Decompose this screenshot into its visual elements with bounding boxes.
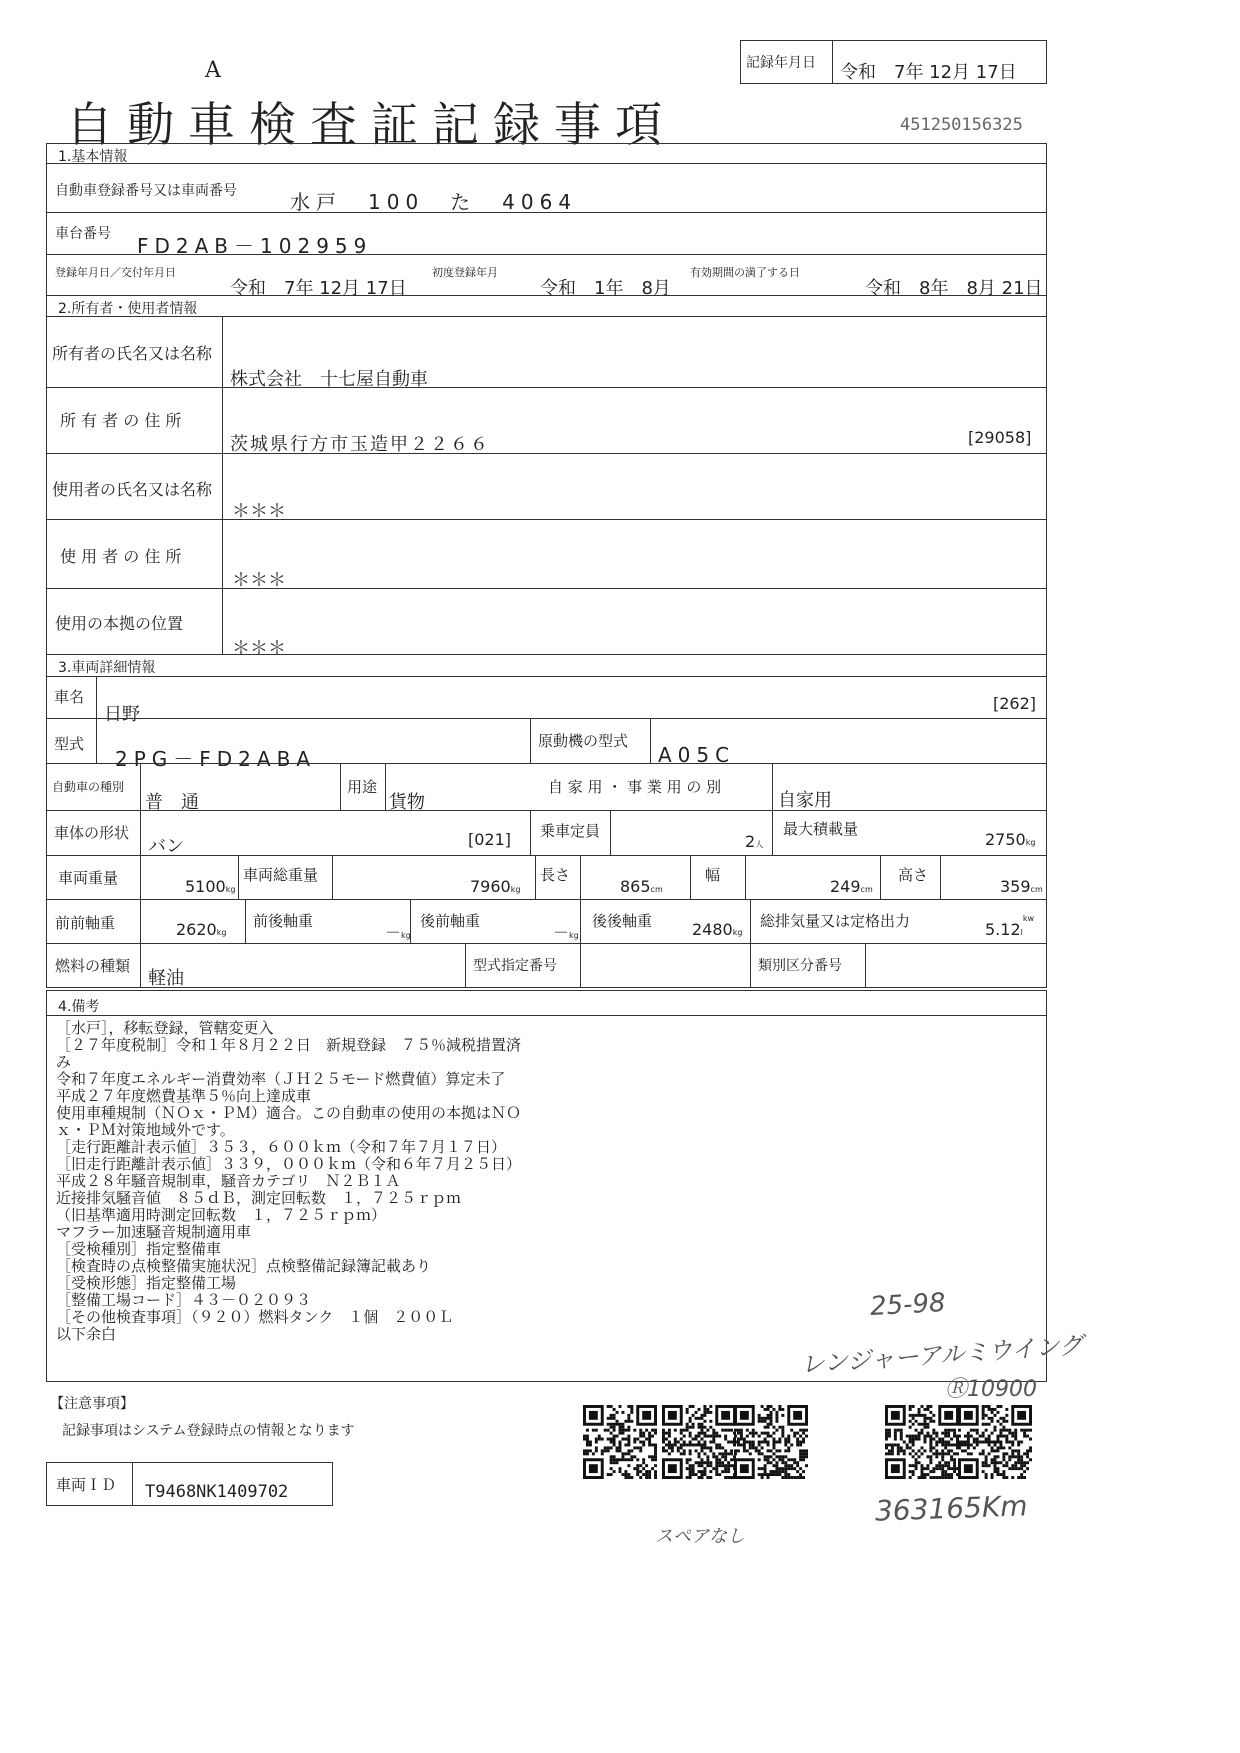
remark-line: 近接排気騒音値 ８５ｄＢ，測定回転数 １，７２５ｒｐｍ — [56, 1189, 462, 1207]
capacity: 2人 — [745, 832, 764, 851]
handwritten-odometer: 363165Km — [874, 1489, 1029, 1528]
max-load: 2750kg — [985, 830, 1036, 849]
remark-line: ［旧走行距離計表示値］３３９，０００ｋｍ（令和６年７月２５日） — [56, 1155, 522, 1173]
remark-line: マフラー加速騒音規制適用車 — [56, 1223, 252, 1241]
remark-line: 平成２８年騒音規制車，騒音カテゴリ Ｎ２Ｂ１Ａ — [56, 1172, 401, 1190]
record-date-label: 記録年月日 — [746, 55, 816, 71]
section4-heading: 4.備考 — [58, 999, 100, 1015]
remark-line: ［その他検査事項］（９２０）燃料タンク １個 ２００Ｌ — [56, 1308, 454, 1326]
weight-label: 車両重量 — [58, 869, 119, 887]
notice-text: 記録事項はシステム登録時点の情報となります — [62, 1423, 355, 1439]
user-address: ＊＊＊ — [232, 570, 286, 591]
private-label: 自 家 用 ・ 事 業 用 の 別 — [548, 778, 722, 796]
remark-line: ［検査時の点検整備実施状況］点検整備記録簿記載あり — [56, 1257, 432, 1275]
body-code: [021] — [468, 830, 512, 849]
gross-label: 車両総重量 — [243, 866, 319, 884]
header-mark: A — [205, 58, 221, 83]
qr-code-3 — [734, 1405, 808, 1479]
model-label: 型式 — [54, 735, 85, 753]
issue-date: 令和 7年 12月 17日 — [230, 278, 407, 299]
handwritten-r-number: Ⓡ10900 — [945, 1377, 1037, 1402]
car-name: 日野 — [104, 704, 140, 725]
engine-model: A05C — [658, 743, 736, 767]
owner-address: 茨城県行方市玉造甲２２６６ — [230, 434, 490, 455]
remarks-list — [56, 1020, 521, 1343]
user-address-label: 使 用 者 の 住 所 — [60, 547, 182, 566]
car-name-label: 車名 — [54, 688, 85, 706]
expiry-label: 有効期間の満了する日 — [690, 266, 800, 279]
gross-weight: 7960kg — [470, 877, 521, 896]
engine-label: 原動機の型式 — [538, 732, 629, 750]
qr-code-1 — [583, 1405, 657, 1479]
capacity-label: 乗車定員 — [540, 822, 601, 840]
remark-line: ｘ・ＰＭ対策地域外です。 — [56, 1121, 235, 1139]
base-location: ＊＊＊ — [232, 638, 286, 659]
owner-address-label: 所 有 者 の 住 所 — [60, 411, 182, 430]
fuel-label: 燃料の種類 — [55, 957, 131, 975]
model: 2PG－FD2ABA — [115, 747, 316, 771]
handwritten-spare: スペアなし — [655, 1526, 745, 1547]
document-title: 自動車検査証記録事項 — [66, 98, 676, 153]
remark-line: ［２７年度税制］令和１年８月２２日 新規登録 ７５％減税措置済 — [56, 1036, 522, 1054]
issue-label: 登録年月日／交付年月日 — [55, 266, 176, 279]
chassis: FD2AB－102959 — [137, 234, 373, 258]
type-no-label: 型式指定番号 — [473, 958, 557, 974]
fr-axle-label: 前後軸重 — [253, 912, 314, 930]
remark-line: 平成２７年度燃費基準５％向上達成車 — [56, 1087, 312, 1105]
user-name: ＊＊＊ — [232, 501, 286, 522]
qr-code-2 — [662, 1405, 736, 1479]
kind: 普 通 — [145, 792, 199, 813]
base-location-label: 使用の本拠の位置 — [55, 614, 184, 633]
qr-code-4 — [885, 1405, 959, 1479]
first-reg: 令和 1年 8月 — [540, 278, 671, 299]
fr-axle: －kg — [385, 923, 411, 942]
section1-heading: 1.基本情報 — [58, 149, 128, 165]
vehicle-id-label: 車両ＩＤ — [56, 1476, 117, 1494]
remark-line: ［受検種別］指定整備車 — [56, 1240, 222, 1258]
handwritten-note-1: 25-98 — [869, 1288, 947, 1322]
rf-axle-label: 後前軸重 — [420, 912, 481, 930]
rf-axle: －kg — [553, 923, 579, 942]
record-date: 令和 7年 12月 17日 — [840, 62, 1017, 83]
height-label: 高さ — [898, 866, 929, 884]
first-reg-label: 初度登録年月 — [432, 266, 498, 279]
owner-address-code: [29058] — [968, 428, 1032, 447]
remark-line: み — [56, 1053, 72, 1071]
body-shape: バン — [148, 836, 184, 857]
use: 貨物 — [389, 792, 425, 813]
weight: 5100kg — [185, 877, 236, 896]
length: 865cm — [620, 877, 663, 896]
expiry-date: 令和 8年 8月 21日 — [865, 278, 1043, 299]
body-label: 車体の形状 — [54, 824, 130, 842]
reg-no: 水戸 100 た 4064 — [290, 190, 578, 214]
displacement: $5.12l^{kw}$ — [985, 914, 1035, 939]
reg-no-label: 自動車登録番号又は車両番号 — [55, 183, 237, 199]
kind-label: 自動車の種別 — [52, 780, 125, 794]
remark-line: ［水戸］，移転登録，管轄変更入 — [56, 1019, 274, 1037]
class-no-label: 類別区分番号 — [758, 958, 842, 974]
width-label: 幅 — [705, 866, 721, 884]
chassis-label: 車台番号 — [55, 226, 111, 242]
document-number: 451250156325 — [900, 115, 1023, 135]
owner-name: 株式会社 十七屋自動車 — [230, 369, 428, 390]
remark-line: 令和７年度エネルギー消費効率（ＪＨ２５モード燃費値）算定未了 — [56, 1070, 506, 1088]
car-name-code: [262] — [993, 694, 1037, 713]
width: 249cm — [830, 877, 873, 896]
vehicle-id: T9468NK1409702 — [145, 1482, 289, 1502]
rr-axle: 2480kg — [692, 920, 743, 939]
fuel: 軽油 — [148, 968, 184, 989]
remark-line: ［整備工場コード］４３－０２０９３ — [56, 1291, 312, 1309]
remark-line: ［走行距離計表示値］３５３，６００ｋｍ（令和７年７月１７日） — [56, 1138, 507, 1156]
notice-heading: 【注意事項】 — [50, 1396, 134, 1412]
remark-line: 以下余白 — [56, 1325, 117, 1343]
section3-heading: 3.車両詳細情報 — [58, 660, 156, 676]
owner-name-label: 所有者の氏名又は名称 — [52, 344, 213, 363]
rr-axle-label: 後後軸重 — [592, 912, 653, 930]
ff-axle-label: 前前軸重 — [55, 914, 116, 932]
max-load-label: 最大積載量 — [783, 820, 859, 838]
qr-code-5 — [958, 1405, 1032, 1479]
remark-line: （旧基準適用時測定回転数 １，７２５ｒｐｍ） — [56, 1206, 387, 1224]
user-name-label: 使用者の氏名又は名称 — [52, 480, 213, 499]
length-label: 長さ — [540, 866, 571, 884]
ff-axle: 2620kg — [176, 920, 227, 939]
height: 359cm — [1000, 877, 1043, 896]
use-label: 用途 — [347, 778, 378, 796]
remark-line: 使用車種規制（ＮＯｘ・ＰＭ）適合。この自動車の使用の本拠はＮＯ — [56, 1104, 522, 1122]
private-business: 自家用 — [778, 790, 832, 811]
handwritten-note-2: レンジャーアルミウイング — [799, 1331, 1084, 1379]
section2-heading: 2.所有者・使用者情報 — [58, 301, 198, 317]
displacement-label: 総排気量又は定格出力 — [760, 912, 911, 930]
remark-line: ［受検形態］指定整備工場 — [56, 1274, 237, 1292]
